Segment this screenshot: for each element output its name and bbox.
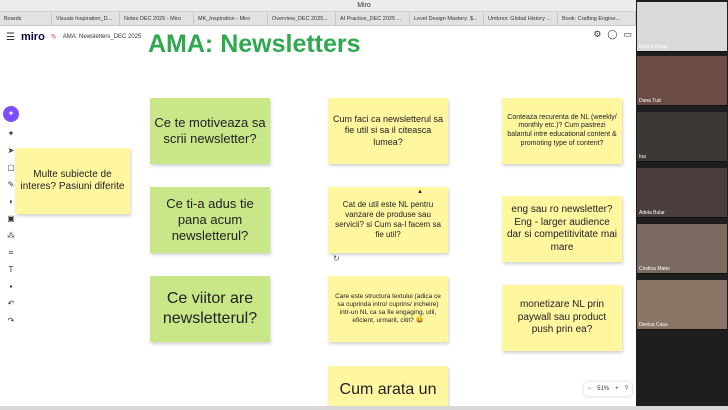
left-tool-rail [2, 106, 20, 376]
sticky-note-icon[interactable]: ▢ [7, 163, 15, 172]
tab-boards[interactable]: Boards [0, 12, 52, 26]
note-text: Conteaza recurenta de NL (weekly/ monthly etc.)? Cum pastrezi balantul intre educational content & promoting type of content? [507, 113, 617, 147]
participant-name: Ina [639, 154, 646, 160]
sticky-note[interactable] [502, 285, 622, 351]
sticky-note[interactable] [502, 196, 622, 262]
zoom-controls [584, 382, 632, 396]
participant-video[interactable] [637, 280, 727, 330]
cursor-icon[interactable]: ➤ [7, 146, 15, 155]
sticky-note[interactable] [328, 187, 448, 253]
image-icon[interactable]: ▣ [7, 214, 15, 223]
tab-visuals-inspiration[interactable]: Visuals Inspiration_D... [52, 12, 120, 26]
frame-icon[interactable]: ⌗ [8, 248, 14, 257]
note-text: Care este structura textului (adica ce sa cuprinda intro/ cuprins/ incheire) intr-un NL ca sa fie engaging, util, eficient, urmarit, citit? 😄 [335, 292, 441, 325]
participant-name: Bulent Duagi [639, 44, 668, 50]
redo-icon[interactable]: ↷ [7, 316, 15, 325]
pen-icon[interactable]: ✎ [7, 180, 15, 189]
bottom-scrollbar[interactable] [0, 406, 728, 410]
plus-icon[interactable]: ▪ [9, 282, 13, 291]
zoom-level[interactable]: 51% [597, 386, 610, 392]
note-text: Cat de util este NL pentru vanzare de produse sau servicii? si Cum sa-l facem sa fie util? [335, 200, 441, 239]
tab-umbrex[interactable]: Umbrex: Global History ... [484, 12, 558, 26]
tab-mk-inspiration[interactable]: MK_Inspiration - Miro [194, 12, 268, 26]
tab-ai-practice[interactable]: AI Practice_DEC 2025 ... [336, 12, 410, 26]
miro-logo[interactable]: miro [20, 31, 45, 43]
board-heading: AMA: Newsletters [148, 30, 361, 58]
apps-icon[interactable]: ⚙ [593, 29, 602, 39]
note-text: Multe subiecte de interes? Pasiuni diferite [20, 168, 125, 192]
note-text: Ce viitor are newsletterul? [162, 290, 258, 327]
sticky-note[interactable] [150, 276, 270, 342]
note-text: Cum faci ca newsletterul sa fie util si sa il citeasca lumea? [332, 114, 444, 147]
sticky-note[interactable] [150, 98, 270, 164]
note-text: eng sau ro newsletter? Eng - larger audience dar si competitivitate mai mare [506, 204, 618, 253]
pencil-icon: ✎ [50, 34, 57, 41]
marker-icon[interactable]: ◗ [8, 197, 14, 206]
video-icon[interactable]: ▭ [623, 29, 632, 39]
sticky-note[interactable] [502, 98, 622, 164]
sparkle-small-icon[interactable]: ✦ [7, 129, 15, 138]
undo-icon[interactable]: ↶ [7, 299, 15, 308]
sticky-note[interactable] [328, 276, 448, 342]
participant-name: Adela Bular [639, 210, 665, 216]
participant-name: Dana Tud [639, 98, 661, 104]
browser-tab-bar [0, 12, 636, 26]
participant-video[interactable] [637, 56, 727, 106]
note-text: Cum arata un [339, 381, 437, 398]
note-text: Ce ti-a adus tie pana acum newsletterul? [166, 195, 254, 244]
sticky-note[interactable] [150, 187, 270, 253]
help-icon[interactable]: ? [624, 386, 628, 392]
sparkle-icon[interactable]: ✦ [3, 106, 19, 122]
window-title-bar [0, 0, 728, 12]
video-participants-strip [636, 0, 728, 410]
cursor-icon: ▲ [417, 189, 423, 195]
sticky-note[interactable] [15, 148, 130, 214]
top-right-tools [593, 29, 632, 40]
board-name[interactable]: AMA: Newsletters_DEC 2025 [62, 34, 142, 40]
participant-video[interactable] [637, 112, 727, 162]
tab-level-design[interactable]: Level Design Mastery: $... [410, 12, 484, 26]
sticky-note[interactable] [328, 366, 448, 406]
text-icon[interactable]: T [8, 265, 14, 274]
zoom-in-icon[interactable]: + [615, 386, 619, 392]
participant-name: Denisa Casu [639, 322, 668, 328]
menu-icon[interactable]: ☰ [6, 31, 15, 43]
zoom-out-icon[interactable]: − [587, 386, 592, 392]
miro-board-canvas[interactable] [0, 26, 636, 406]
chat-icon[interactable]: ◯ [607, 29, 618, 39]
tab-notes[interactable]: Notes DEC 2025 - Miro [120, 12, 194, 26]
participant-video[interactable] [637, 224, 727, 274]
note-text: Ce te motiveaza sa scrii newsletter? [154, 114, 266, 146]
participant-name: Cristina Matei [639, 266, 670, 272]
tab-overview[interactable]: Overview_DEC 2025... [268, 12, 336, 26]
tab-book-crafting[interactable]: Book: Crafting Engine... [558, 12, 636, 26]
shape-icon[interactable]: ⁂ [7, 231, 15, 240]
participant-video[interactable] [637, 2, 727, 52]
participant-video[interactable] [637, 168, 727, 218]
window-title: Miro [357, 2, 371, 9]
refresh-icon[interactable]: ↻ [333, 254, 340, 263]
note-text: monetizare NL prin paywall sau product push prin ea? [517, 299, 607, 336]
sticky-note[interactable] [328, 98, 448, 164]
